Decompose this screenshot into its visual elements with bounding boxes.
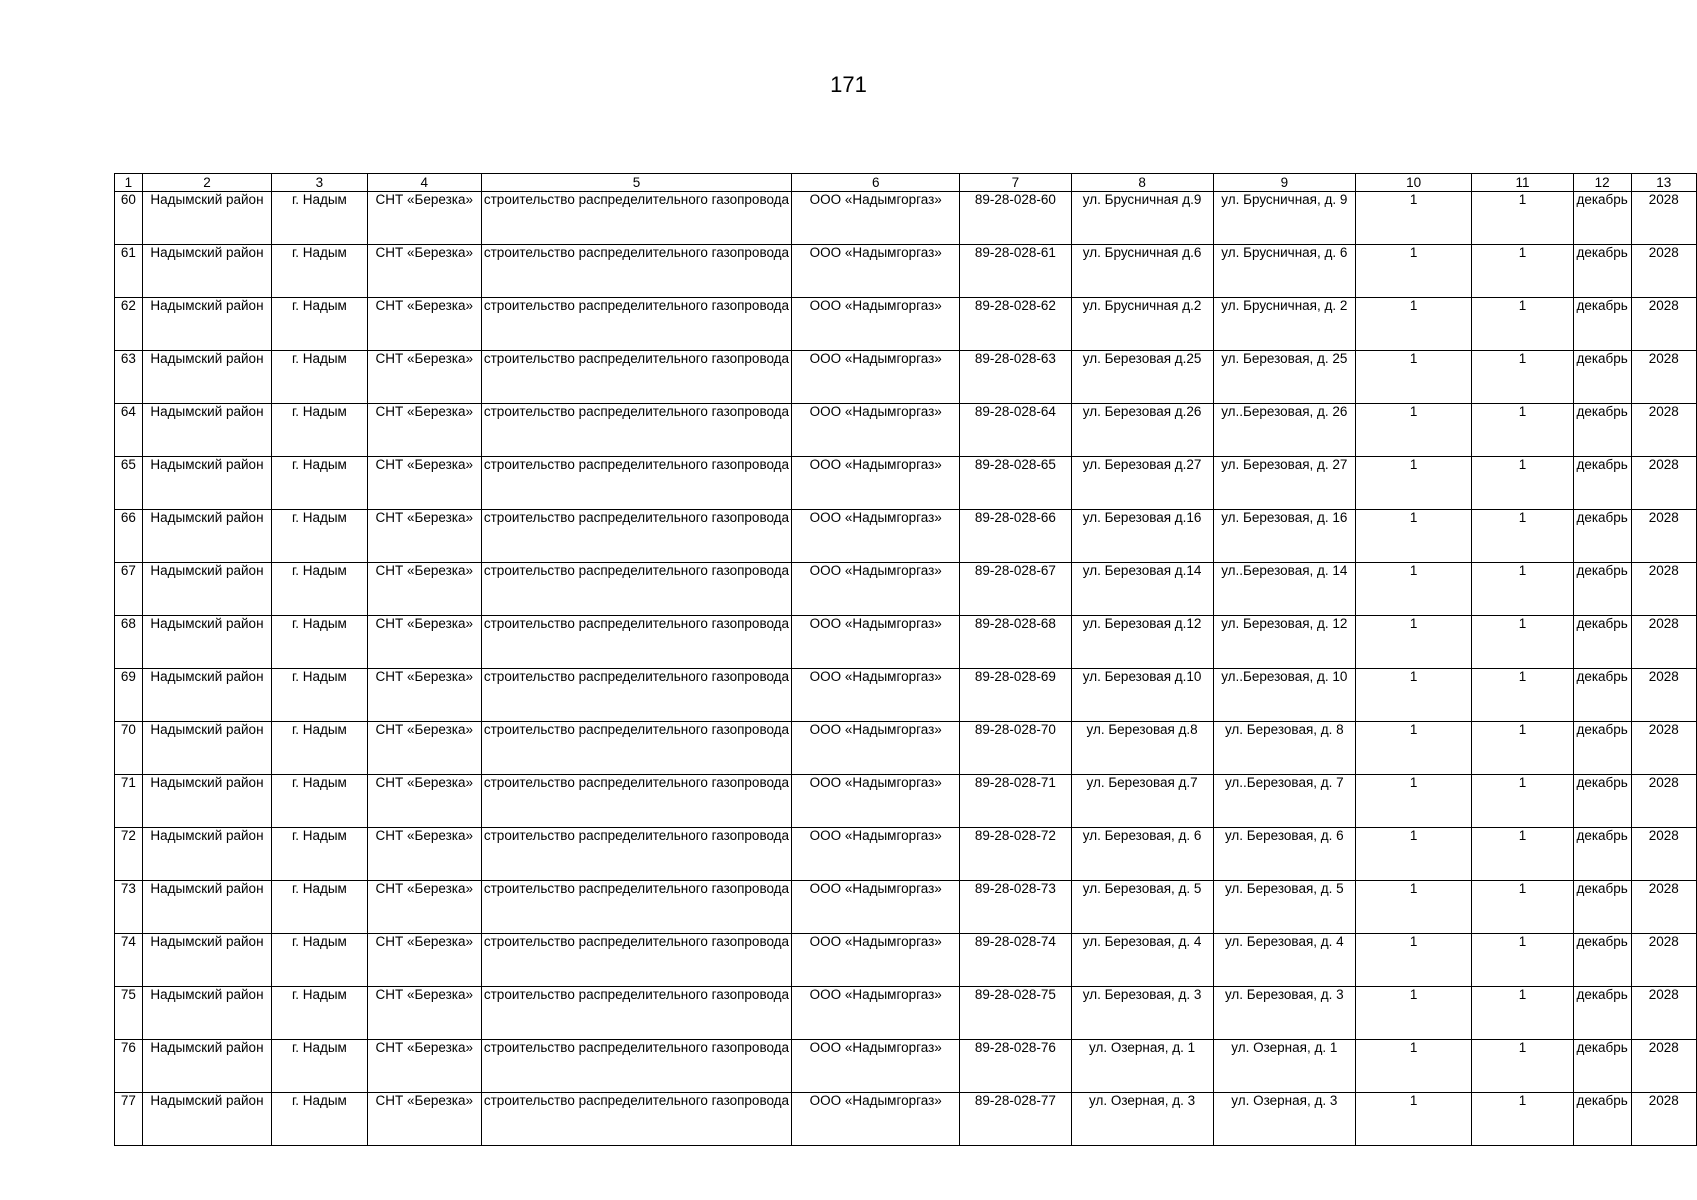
work-type-cell: строительство распределительного газопровода	[481, 987, 791, 1040]
city-cell: г. Надым	[272, 192, 368, 245]
object-code-cell: 89-28-028-74	[960, 934, 1071, 987]
month-cell: декабрь	[1573, 1040, 1631, 1093]
column-header: 2	[142, 174, 271, 192]
year-cell: 2028	[1631, 616, 1696, 669]
quantity-cell: 1	[1355, 828, 1471, 881]
address-cell: ул. Березовая д.27	[1071, 457, 1213, 510]
address-cell: ул. Березовая д.10	[1071, 669, 1213, 722]
address-cell: ул. Брусничная д.2	[1071, 298, 1213, 351]
work-type-cell: строительство распределительного газопровода	[481, 669, 791, 722]
table-row	[115, 722, 1697, 775]
count-cell: 1	[1472, 404, 1573, 457]
district-cell: Надымский район	[142, 775, 271, 828]
month-cell: декабрь	[1573, 404, 1631, 457]
city-cell: г. Надым	[272, 245, 368, 298]
address-cell: ул. Озерная, д. 3	[1071, 1093, 1213, 1146]
month-cell: декабрь	[1573, 881, 1631, 934]
count-cell: 1	[1472, 563, 1573, 616]
month-cell: декабрь	[1573, 457, 1631, 510]
column-header: 8	[1071, 174, 1213, 192]
month-cell: декабрь	[1573, 669, 1631, 722]
district-cell: Надымский район	[142, 1093, 271, 1146]
year-cell: 2028	[1631, 245, 1696, 298]
quantity-cell: 1	[1355, 775, 1471, 828]
table-row	[115, 457, 1697, 510]
count-cell: 1	[1472, 669, 1573, 722]
address-full-cell: ул. Березовая, д. 3	[1213, 987, 1355, 1040]
address-cell: ул. Березовая д.26	[1071, 404, 1213, 457]
address-cell: ул. Березовая д.25	[1071, 351, 1213, 404]
column-header: 11	[1472, 174, 1573, 192]
district-cell: Надымский район	[142, 934, 271, 987]
quantity-cell: 1	[1355, 669, 1471, 722]
year-cell: 2028	[1631, 1040, 1696, 1093]
address-full-cell: ул. Березовая, д. 5	[1213, 881, 1355, 934]
work-type-cell: строительство распределительного газопровода	[481, 828, 791, 881]
city-cell: г. Надым	[272, 457, 368, 510]
object-code-cell: 89-28-028-71	[960, 775, 1071, 828]
district-cell: Надымский район	[142, 1040, 271, 1093]
count-cell: 1	[1472, 934, 1573, 987]
city-cell: г. Надым	[272, 404, 368, 457]
city-cell: г. Надым	[272, 669, 368, 722]
table-row	[115, 669, 1697, 722]
row-number-cell: 60	[115, 192, 143, 245]
city-cell: г. Надым	[272, 298, 368, 351]
city-cell: г. Надым	[272, 616, 368, 669]
table-row	[115, 1040, 1697, 1093]
table-row	[115, 351, 1697, 404]
row-number-cell: 64	[115, 404, 143, 457]
object-code-cell: 89-28-028-62	[960, 298, 1071, 351]
work-type-cell: строительство распределительного газопровода	[481, 351, 791, 404]
organization-cell: СНТ «Березка»	[367, 616, 481, 669]
gas-company-cell: ООО «Надымгоргаз»	[792, 192, 960, 245]
object-code-cell: 89-28-028-73	[960, 881, 1071, 934]
month-cell: декабрь	[1573, 828, 1631, 881]
district-cell: Надымский район	[142, 563, 271, 616]
district-cell: Надымский район	[142, 404, 271, 457]
organization-cell: СНТ «Березка»	[367, 404, 481, 457]
city-cell: г. Надым	[272, 563, 368, 616]
quantity-cell: 1	[1355, 563, 1471, 616]
registry-table	[114, 173, 1697, 1146]
organization-cell: СНТ «Березка»	[367, 775, 481, 828]
organization-cell: СНТ «Березка»	[367, 510, 481, 563]
address-cell: ул. Брусничная д.6	[1071, 245, 1213, 298]
object-code-cell: 89-28-028-64	[960, 404, 1071, 457]
column-header: 13	[1631, 174, 1696, 192]
organization-cell: СНТ «Березка»	[367, 298, 481, 351]
count-cell: 1	[1472, 1093, 1573, 1146]
header-row	[115, 174, 1697, 192]
month-cell: декабрь	[1573, 563, 1631, 616]
row-number-cell: 61	[115, 245, 143, 298]
row-number-cell: 68	[115, 616, 143, 669]
address-cell: ул. Березовая, д. 6	[1071, 828, 1213, 881]
district-cell: Надымский район	[142, 192, 271, 245]
district-cell: Надымский район	[142, 987, 271, 1040]
address-cell: ул. Березовая д.14	[1071, 563, 1213, 616]
address-full-cell: ул. Брусничная, д. 2	[1213, 298, 1355, 351]
organization-cell: СНТ «Березка»	[367, 722, 481, 775]
gas-company-cell: ООО «Надымгоргаз»	[792, 934, 960, 987]
district-cell: Надымский район	[142, 722, 271, 775]
count-cell: 1	[1472, 722, 1573, 775]
row-number-cell: 67	[115, 563, 143, 616]
address-full-cell: ул. Брусничная, д. 6	[1213, 245, 1355, 298]
object-code-cell: 89-28-028-70	[960, 722, 1071, 775]
quantity-cell: 1	[1355, 881, 1471, 934]
gas-company-cell: ООО «Надымгоргаз»	[792, 722, 960, 775]
gas-company-cell: ООО «Надымгоргаз»	[792, 828, 960, 881]
table-row	[115, 616, 1697, 669]
year-cell: 2028	[1631, 881, 1696, 934]
work-type-cell: строительство распределительного газопровода	[481, 404, 791, 457]
year-cell: 2028	[1631, 192, 1696, 245]
quantity-cell: 1	[1355, 457, 1471, 510]
year-cell: 2028	[1631, 351, 1696, 404]
work-type-cell: строительство распределительного газопровода	[481, 192, 791, 245]
object-code-cell: 89-28-028-65	[960, 457, 1071, 510]
city-cell: г. Надым	[272, 828, 368, 881]
city-cell: г. Надым	[272, 722, 368, 775]
work-type-cell: строительство распределительного газопровода	[481, 563, 791, 616]
organization-cell: СНТ «Березка»	[367, 828, 481, 881]
table-row	[115, 775, 1697, 828]
work-type-cell: строительство распределительного газопровода	[481, 245, 791, 298]
city-cell: г. Надым	[272, 351, 368, 404]
address-full-cell: ул. Березовая, д. 16	[1213, 510, 1355, 563]
table-row	[115, 563, 1697, 616]
address-cell: ул. Березовая, д. 4	[1071, 934, 1213, 987]
gas-company-cell: ООО «Надымгоргаз»	[792, 457, 960, 510]
table-row	[115, 298, 1697, 351]
row-number-cell: 70	[115, 722, 143, 775]
count-cell: 1	[1472, 1040, 1573, 1093]
object-code-cell: 89-28-028-66	[960, 510, 1071, 563]
year-cell: 2028	[1631, 563, 1696, 616]
month-cell: декабрь	[1573, 775, 1631, 828]
row-number-cell: 72	[115, 828, 143, 881]
year-cell: 2028	[1631, 934, 1696, 987]
city-cell: г. Надым	[272, 510, 368, 563]
column-header: 9	[1213, 174, 1355, 192]
organization-cell: СНТ «Березка»	[367, 987, 481, 1040]
object-code-cell: 89-28-028-61	[960, 245, 1071, 298]
quantity-cell: 1	[1355, 351, 1471, 404]
row-number-cell: 66	[115, 510, 143, 563]
count-cell: 1	[1472, 828, 1573, 881]
address-full-cell: ул. Озерная, д. 3	[1213, 1093, 1355, 1146]
organization-cell: СНТ «Березка»	[367, 245, 481, 298]
work-type-cell: строительство распределительного газопровода	[481, 934, 791, 987]
row-number-cell: 62	[115, 298, 143, 351]
row-number-cell: 63	[115, 351, 143, 404]
address-cell: ул. Березовая д.12	[1071, 616, 1213, 669]
address-full-cell: ул. Брусничная, д. 9	[1213, 192, 1355, 245]
row-number-cell: 69	[115, 669, 143, 722]
work-type-cell: строительство распределительного газопровода	[481, 1040, 791, 1093]
count-cell: 1	[1472, 510, 1573, 563]
year-cell: 2028	[1631, 1093, 1696, 1146]
city-cell: г. Надым	[272, 987, 368, 1040]
column-header: 1	[115, 174, 143, 192]
address-full-cell: ул. Березовая, д. 4	[1213, 934, 1355, 987]
object-code-cell: 89-28-028-63	[960, 351, 1071, 404]
year-cell: 2028	[1631, 510, 1696, 563]
quantity-cell: 1	[1355, 987, 1471, 1040]
month-cell: декабрь	[1573, 616, 1631, 669]
gas-company-cell: ООО «Надымгоргаз»	[792, 987, 960, 1040]
gas-company-cell: ООО «Надымгоргаз»	[792, 775, 960, 828]
work-type-cell: строительство распределительного газопровода	[481, 1093, 791, 1146]
year-cell: 2028	[1631, 775, 1696, 828]
quantity-cell: 1	[1355, 510, 1471, 563]
year-cell: 2028	[1631, 722, 1696, 775]
organization-cell: СНТ «Березка»	[367, 934, 481, 987]
table-row	[115, 404, 1697, 457]
address-full-cell: ул..Березовая, д. 10	[1213, 669, 1355, 722]
count-cell: 1	[1472, 987, 1573, 1040]
table-row	[115, 245, 1697, 298]
work-type-cell: строительство распределительного газопровода	[481, 457, 791, 510]
gas-company-cell: ООО «Надымгоргаз»	[792, 1040, 960, 1093]
quantity-cell: 1	[1355, 934, 1471, 987]
column-header: 7	[960, 174, 1071, 192]
column-header: 10	[1355, 174, 1471, 192]
object-code-cell: 89-28-028-69	[960, 669, 1071, 722]
month-cell: декабрь	[1573, 722, 1631, 775]
gas-company-cell: ООО «Надымгоргаз»	[792, 245, 960, 298]
gas-company-cell: ООО «Надымгоргаз»	[792, 298, 960, 351]
organization-cell: СНТ «Березка»	[367, 1040, 481, 1093]
city-cell: г. Надым	[272, 881, 368, 934]
city-cell: г. Надым	[272, 934, 368, 987]
address-cell: ул. Березовая, д. 3	[1071, 987, 1213, 1040]
address-full-cell: ул. Березовая, д. 8	[1213, 722, 1355, 775]
object-code-cell: 89-28-028-67	[960, 563, 1071, 616]
organization-cell: СНТ «Березка»	[367, 1093, 481, 1146]
gas-company-cell: ООО «Надымгоргаз»	[792, 669, 960, 722]
district-cell: Надымский район	[142, 828, 271, 881]
object-code-cell: 89-28-028-60	[960, 192, 1071, 245]
quantity-cell: 1	[1355, 1040, 1471, 1093]
quantity-cell: 1	[1355, 616, 1471, 669]
district-cell: Надымский район	[142, 669, 271, 722]
district-cell: Надымский район	[142, 351, 271, 404]
year-cell: 2028	[1631, 298, 1696, 351]
address-full-cell: ул..Березовая, д. 14	[1213, 563, 1355, 616]
gas-company-cell: ООО «Надымгоргаз»	[792, 563, 960, 616]
table-row	[115, 1093, 1697, 1146]
count-cell: 1	[1472, 775, 1573, 828]
month-cell: декабрь	[1573, 245, 1631, 298]
month-cell: декабрь	[1573, 351, 1631, 404]
district-cell: Надымский район	[142, 457, 271, 510]
count-cell: 1	[1472, 192, 1573, 245]
district-cell: Надымский район	[142, 510, 271, 563]
year-cell: 2028	[1631, 828, 1696, 881]
table-row	[115, 934, 1697, 987]
city-cell: г. Надым	[272, 775, 368, 828]
address-cell: ул. Березовая д.16	[1071, 510, 1213, 563]
table-row	[115, 828, 1697, 881]
year-cell: 2028	[1631, 404, 1696, 457]
month-cell: декабрь	[1573, 987, 1631, 1040]
count-cell: 1	[1472, 616, 1573, 669]
column-header: 3	[272, 174, 368, 192]
work-type-cell: строительство распределительного газопровода	[481, 722, 791, 775]
district-cell: Надымский район	[142, 298, 271, 351]
table-row	[115, 881, 1697, 934]
address-full-cell: ул. Березовая, д. 25	[1213, 351, 1355, 404]
organization-cell: СНТ «Березка»	[367, 563, 481, 616]
organization-cell: СНТ «Березка»	[367, 881, 481, 934]
address-cell: ул. Брусничная д.9	[1071, 192, 1213, 245]
month-cell: декабрь	[1573, 298, 1631, 351]
address-full-cell: ул..Березовая, д. 7	[1213, 775, 1355, 828]
gas-company-cell: ООО «Надымгоргаз»	[792, 881, 960, 934]
work-type-cell: строительство распределительного газопровода	[481, 298, 791, 351]
district-cell: Надымский район	[142, 245, 271, 298]
object-code-cell: 89-28-028-76	[960, 1040, 1071, 1093]
count-cell: 1	[1472, 457, 1573, 510]
quantity-cell: 1	[1355, 1093, 1471, 1146]
organization-cell: СНТ «Березка»	[367, 457, 481, 510]
district-cell: Надымский район	[142, 881, 271, 934]
quantity-cell: 1	[1355, 298, 1471, 351]
organization-cell: СНТ «Березка»	[367, 669, 481, 722]
row-number-cell: 75	[115, 987, 143, 1040]
month-cell: декабрь	[1573, 934, 1631, 987]
address-cell: ул. Озерная, д. 1	[1071, 1040, 1213, 1093]
table-row	[115, 510, 1697, 563]
column-header: 4	[367, 174, 481, 192]
table-body	[115, 192, 1697, 1146]
work-type-cell: строительство распределительного газопровода	[481, 775, 791, 828]
year-cell: 2028	[1631, 987, 1696, 1040]
organization-cell: СНТ «Березка»	[367, 192, 481, 245]
quantity-cell: 1	[1355, 245, 1471, 298]
organization-cell: СНТ «Березка»	[367, 351, 481, 404]
column-header: 12	[1573, 174, 1631, 192]
address-full-cell: ул. Березовая, д. 27	[1213, 457, 1355, 510]
row-number-cell: 65	[115, 457, 143, 510]
quantity-cell: 1	[1355, 404, 1471, 457]
row-number-cell: 74	[115, 934, 143, 987]
gas-company-cell: ООО «Надымгоргаз»	[792, 510, 960, 563]
object-code-cell: 89-28-028-72	[960, 828, 1071, 881]
gas-company-cell: ООО «Надымгоргаз»	[792, 616, 960, 669]
city-cell: г. Надым	[272, 1040, 368, 1093]
work-type-cell: строительство распределительного газопровода	[481, 616, 791, 669]
address-full-cell: ул. Березовая, д. 12	[1213, 616, 1355, 669]
gas-company-cell: ООО «Надымгоргаз»	[792, 1093, 960, 1146]
address-full-cell: ул. Березовая, д. 6	[1213, 828, 1355, 881]
page-number: 171	[830, 72, 867, 97]
address-cell: ул. Березовая д.7	[1071, 775, 1213, 828]
object-code-cell: 89-28-028-77	[960, 1093, 1071, 1146]
year-cell: 2028	[1631, 669, 1696, 722]
column-header: 5	[481, 174, 791, 192]
month-cell: декабрь	[1573, 510, 1631, 563]
quantity-cell: 1	[1355, 722, 1471, 775]
work-type-cell: строительство распределительного газопровода	[481, 881, 791, 934]
city-cell: г. Надым	[272, 1093, 368, 1146]
month-cell: декабрь	[1573, 192, 1631, 245]
row-number-cell: 77	[115, 1093, 143, 1146]
table-row	[115, 192, 1697, 245]
quantity-cell: 1	[1355, 192, 1471, 245]
object-code-cell: 89-28-028-68	[960, 616, 1071, 669]
count-cell: 1	[1472, 245, 1573, 298]
count-cell: 1	[1472, 881, 1573, 934]
gas-company-cell: ООО «Надымгоргаз»	[792, 351, 960, 404]
row-number-cell: 73	[115, 881, 143, 934]
gas-company-cell: ООО «Надымгоргаз»	[792, 404, 960, 457]
table-row	[115, 987, 1697, 1040]
district-cell: Надымский район	[142, 616, 271, 669]
year-cell: 2028	[1631, 457, 1696, 510]
address-cell: ул. Березовая, д. 5	[1071, 881, 1213, 934]
address-cell: ул. Березовая д.8	[1071, 722, 1213, 775]
month-cell: декабрь	[1573, 1093, 1631, 1146]
address-full-cell: ул. Озерная, д. 1	[1213, 1040, 1355, 1093]
work-type-cell: строительство распределительного газопровода	[481, 510, 791, 563]
address-full-cell: ул..Березовая, д. 26	[1213, 404, 1355, 457]
object-code-cell: 89-28-028-75	[960, 987, 1071, 1040]
count-cell: 1	[1472, 298, 1573, 351]
column-header: 6	[792, 174, 960, 192]
row-number-cell: 76	[115, 1040, 143, 1093]
count-cell: 1	[1472, 351, 1573, 404]
row-number-cell: 71	[115, 775, 143, 828]
